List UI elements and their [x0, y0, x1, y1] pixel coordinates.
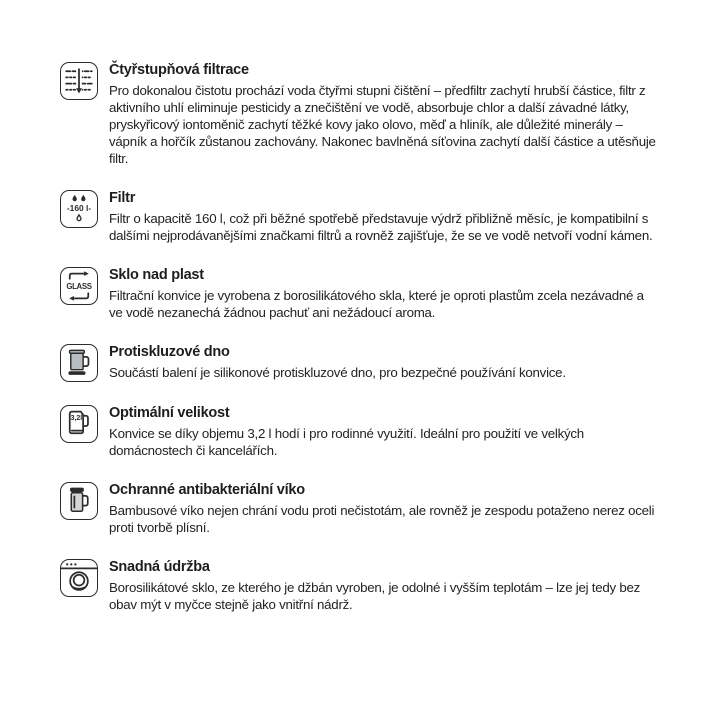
anti-slip-base-icon: [60, 344, 98, 382]
volume-size-icon: [60, 405, 98, 443]
feature-text: [109, 405, 657, 459]
feature-text: [109, 482, 657, 536]
filter-capacity-icon: [60, 190, 98, 228]
filter-capacity-label: -160 l-: [66, 203, 92, 214]
glass-recycle-icon: [60, 267, 98, 305]
filter-capacity-glyph: [61, 191, 97, 227]
feature-title: Protiskluzové dno: [109, 344, 230, 360]
dishwasher-icon: [60, 559, 98, 597]
feature-title: Čtyřstupňová filtrace: [109, 62, 249, 78]
feature-title: Optimální velikost: [109, 405, 230, 421]
feature-text: [109, 267, 657, 321]
feature-section-maintenance: [60, 559, 657, 613]
volume-label: 3,2l: [70, 415, 83, 423]
feature-text: [109, 559, 657, 613]
feature-section-antislip: [60, 344, 657, 382]
feature-section-lid: [60, 482, 657, 536]
feature-body: Filtr o kapacitě 160 l, což při běžné spotřebě představuje výdrž přibližně měsíc, je kompatibilní s dalšími nejprodávanějšími značkami filtrů a rovněž zajišťuje, že se ve vodě netvoří vodní kámen.: [109, 211, 653, 243]
four-stage-filtration-glyph: [61, 63, 97, 99]
feature-section-filtration: [60, 62, 657, 167]
feature-title: Ochranné antibakteriální víko: [109, 482, 305, 498]
feature-section-glass: [60, 267, 657, 321]
glass-label: GLASS: [66, 281, 92, 291]
feature-body: Konvice se díky objemu 3,2 l hodí i pro rodinné využití. Ideální pro použití ve velkých domácnostech či kancelářích.: [109, 426, 584, 458]
feature-text: [109, 190, 657, 244]
feature-text: [109, 62, 657, 167]
anti-slip-base-glyph: [61, 345, 97, 381]
dishwasher-glyph: [61, 560, 97, 596]
feature-body: Součástí balení je silikonové protiskluzové dno, pro bezpečné používání konvice.: [109, 365, 566, 380]
volume-size-glyph: [61, 406, 97, 442]
feature-text: [109, 344, 566, 381]
four-stage-filtration-icon: [60, 62, 98, 100]
antibacterial-lid-icon: [60, 482, 98, 520]
feature-title: Sklo nad plast: [109, 267, 204, 283]
feature-body: Bambusové víko nejen chrání vodu proti nečistotám, ale rovněž je zespodu potaženo nerez oceli proti tvorbě plísní.: [109, 503, 655, 535]
antibacterial-lid-glyph: [61, 483, 97, 519]
feature-body: Pro dokonalou čistotu prochází voda čtyřmi stupni čištění – předfiltr zachytí hrubší částice, filtr z aktivního uhlí eliminuje pesticidy a znečištění ve vodě, absorbuje chlor a další závadné látky, pryskyřicový iontoměnič zachytí těžké kovy jako olovo, měď a hliník, ale důležité minerály – vápník a hořčík zůstanou zachovány. Nakonec bavlněná síťovina zachytí další částice a utěsňuje filtr.: [109, 83, 656, 166]
feature-body: Filtrační konvice je vyrobena z borosilikátového skla, které je oproti plastům zcela nezávadné a ve vodě nezanechá žádnou pachuť ani nežádoucí aroma.: [109, 288, 644, 320]
glass-recycle-glyph: [61, 268, 97, 304]
feature-title: Snadná údržba: [109, 559, 210, 575]
feature-section-filter: [60, 190, 657, 244]
feature-section-size: [60, 405, 657, 459]
feature-body: Borosilikátové sklo, ze kterého je džbán vyroben, je odolné i vyšším teplotám – lze jej tedy bez obav mýt v myčce stejně jako vnitřní nádrž.: [109, 580, 641, 612]
feature-title: Filtr: [109, 190, 136, 206]
